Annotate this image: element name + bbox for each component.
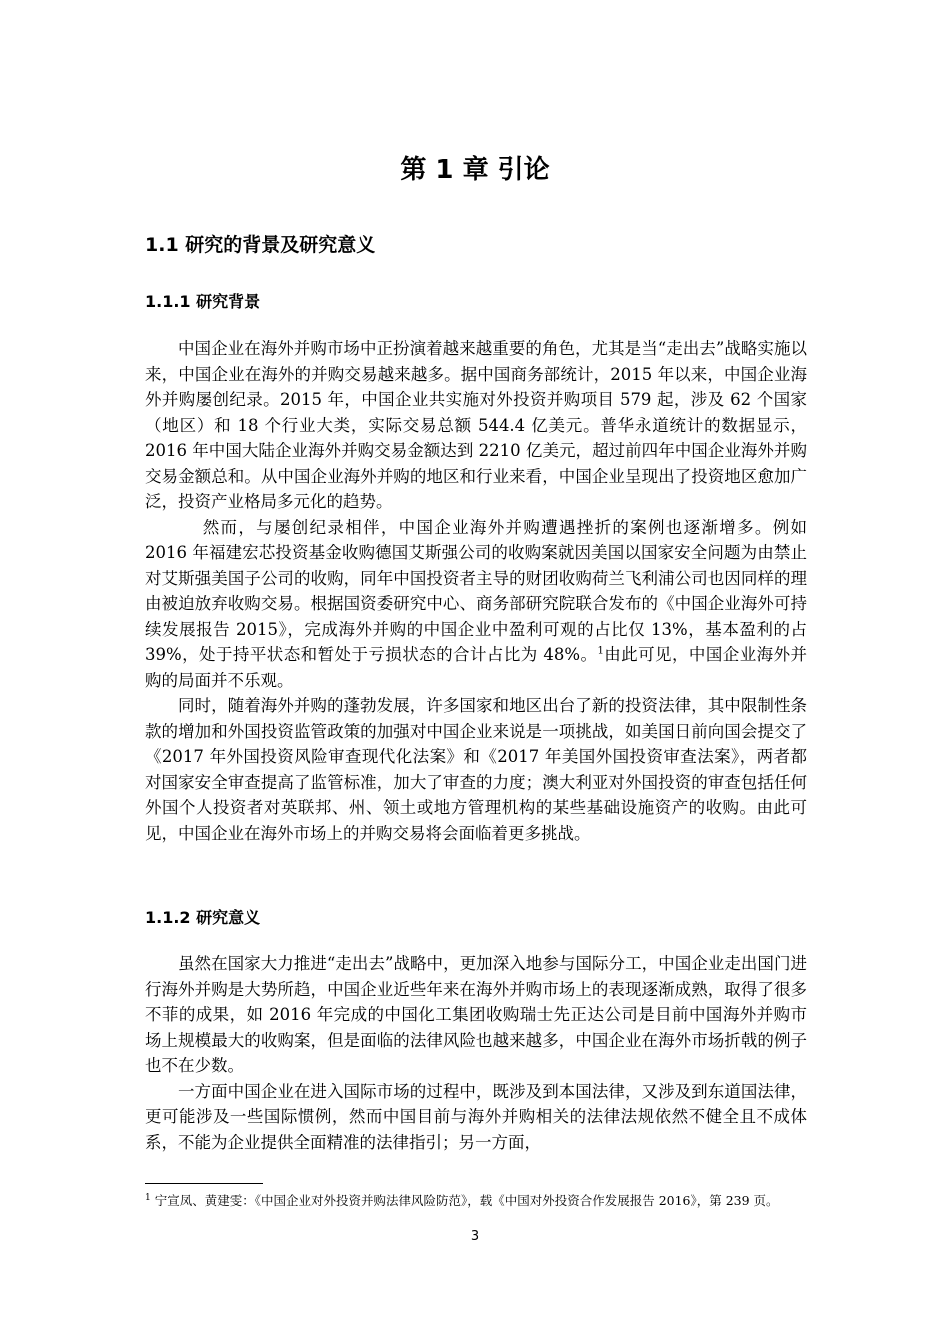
paragraph <box>145 515 807 694</box>
paragraph: 同时，随着海外并购的蓬勃发展，许多国家和地区出台了新的投资法律，其中限制性条款的增加和外国投资监管政策的加强对中国企业来说是一项挑战，如美国日前向国会提交了《2017 年外国投资风险审查现代化法案》和《2017 年美国外国投资审查法案》，两者都对国家安全审查提高了监管标准，加大了审查的力度；澳大利亚对外国投资的审查包括任何外国个人投资者对英联邦、州、领土或地方管理机构的某些基础设施资产的收购。由此可见，中国企业在海外市场上的并购交易将会面临着更多挑战。 <box>145 696 807 843</box>
footnote-number: 1 <box>145 1192 151 1203</box>
section-heading: 1.1 研究的背景及研究意义 <box>145 234 376 256</box>
paragraph: 虽然在国家大力推进“走出去”战略中，更加深入地参与国际分工，中国企业走出国门进行海外并购是大势所趋，中国企业近些年来在海外并购市场上的表现逐渐成熟，取得了很多不菲的成果，如 2016 年完成的中国化工集团收购瑞士先正达公司是目前中国海外并购市场上规模最大的收购案，但是面临的法律风险也越来越多，中国企业在海外市场折戟的例子也不在少数。 <box>145 954 807 1075</box>
subsection-heading-significance: 1.1.2 研究意义 <box>145 908 261 927</box>
footnote-text: 宁宣凤、黄建雯：《中国企业对外投资并购法律风险防范》，载《中国对外投资合作发展报告 2016》，第 239 页。 <box>154 1193 779 1208</box>
significance-text <box>145 951 807 1155</box>
paragraph: 一方面中国企业在进入国际市场的过程中，既涉及到本国法律，又涉及到东道国法律，更可能涉及一些国际惯例，然而中国目前与海外并购相关的法律法规依然不健全且不成体系，不能为企业提供全面精准的法律指引；另一方面， <box>145 1081 807 1152</box>
paragraph: 中国企业在海外并购市场中正扮演着越来越重要的角色，尤其是当“走出去”战略实施以来，中国企业在海外的并购交易越来越多。据中国商务部统计，2015 年以来，中国企业海外并购屡创纪录。2015 年，中国企业共实施对外投资并购项目 579 起，涉及 62 个国家（地区）和 18 个行业大类，实际交易总额 544.4 亿美元。普华永道统计的数据显示，2016 年中国大陆企业海外并购交易金额达到 2210 亿美元，超过前四年中国企业海外并购交易金额总和。从中国企业海外并购的地区和行业来看，中国企业呈现出了投资地区愈加广泛，投资产业格局多元化的趋势。 <box>145 339 807 511</box>
subsection-heading-background: 1.1.1 研究背景 <box>145 292 261 311</box>
footnote <box>145 1191 807 1210</box>
footnote-divider <box>145 1183 263 1184</box>
chapter-title: 第 1 章 引论 <box>400 155 550 185</box>
footnote-reference[interactable]: 1 <box>597 645 604 657</box>
page-number: 3 <box>470 1229 480 1244</box>
paragraph-text: 然而，与屡创纪录相伴，中国企业海外并购遭遇挫折的案例也逐渐增多。例如 2016 年福建宏芯投资基金收购德国艾斯强公司的收购案就因美国以国家安全问题为由禁止对艾斯强美国子公司的收购，同年中国投资者主导的财团收购荷兰飞利浦公司也因同样的理由被迫放弃收购交易。根据国资委研究中心、商务部研究院联合发布的《中国企业海外可持续发展报告 2015》，完成海外并购的中国企业中盈利可观的占比仅 13%，基本盈利的占 39%，处于持平状态和暂处于亏损状态的合计占比为 48%。 <box>145 517 807 664</box>
paragraph-text-tail: 由此可见，中国企业海外并购的局面并不乐观。 <box>145 645 808 690</box>
background-text <box>145 336 807 846</box>
